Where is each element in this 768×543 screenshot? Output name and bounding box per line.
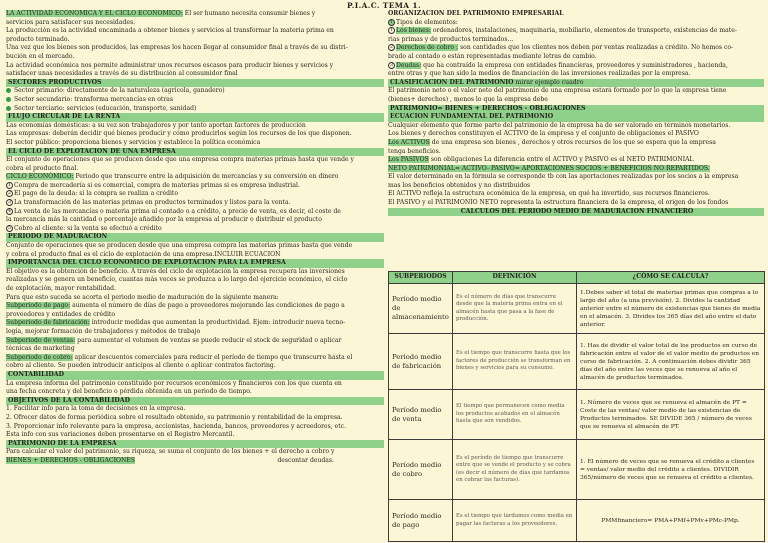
ecuacion-line [388, 139, 764, 148]
number-badge: 2 [389, 44, 394, 51]
intro-line [6, 36, 384, 45]
sector-item [6, 96, 384, 105]
line-text: Para que esto suceda se acorta el periodo medio de maduración de la siguiente manera: [6, 293, 279, 301]
sector-item [6, 105, 384, 114]
line-text: servicios para satisfacer sus necesidades. [6, 18, 136, 26]
line-text: producto terminado. [6, 35, 70, 43]
subperiodo-cell: Período medio de almacenamiento [389, 284, 453, 334]
ciclo-line [6, 156, 384, 165]
table-row [389, 440, 765, 500]
line-text: El pago de la deuda: si la compra se realiza a crédito [14, 190, 179, 198]
calculo-cell: 1. Número de veces que se renueva el almacén de PT = Coste de las ventas/ valor medio de las existencias de Productos terminados. SE DIVIDE 365 / número de veces que se renueva el almacén de PT. [577, 390, 765, 440]
table-row [389, 334, 765, 390]
number-badge: 3 [389, 61, 394, 68]
number-badge: 3 [7, 199, 12, 206]
tipos-label-row [388, 19, 764, 28]
table-header-cell: DEFINICIÓN [453, 272, 577, 284]
highlight-text: Subperiodo de ventas: [6, 336, 76, 344]
importancia-line [6, 294, 384, 303]
importancia-line [6, 362, 384, 371]
patrimonio-text: Para calcular el valor del patrimonio, su riqueza, se suma el conjunto de los bienes + el derecho a cobro y [6, 448, 335, 456]
flujo-line: Las economías domésticas: a su vez son trabajadores y por tanto aportan factores de producción [6, 121, 306, 129]
highlight-text: Subperiodo de pago: [6, 302, 71, 310]
importancia-line [6, 311, 384, 320]
sector-text: Sector terciario: servicios (educación, transporte, sanidad) [14, 104, 197, 112]
line-text: La transformación de las materias primas en productos terminados y listos para la venta. [14, 199, 291, 207]
sector-item [6, 87, 384, 96]
section-heading-ecuacion: ECUACIÓN FUNDAMENTAL DEL PATRIMONIO [388, 113, 764, 122]
objetivo-item: 2. Ofrecer datos de forma periódica sobre el resultado obtenido, su patrimonio y rentabilidad de la empresa. [6, 413, 343, 421]
intro-line [6, 62, 384, 71]
clasificacion-line: El patrimonio neto o el valor neto del patrimonio de una empresa estará formado por lo que la empresa tiene [388, 87, 727, 95]
calculo-cell: 1. El número de veces que se renueva el crédito a clientes = ventas/ valor medio del crédito a clientes. DIVIDIR 365/número de veces que se renueva el crédito a clientes. [577, 440, 765, 500]
organizacion-line [388, 53, 764, 62]
ecuacion-line [388, 182, 764, 191]
subperiodo-cell: Periodo medio de fabricación [389, 334, 453, 390]
importancia-line [6, 302, 384, 311]
tipos-label: Tipos de elementos: [396, 18, 458, 26]
ecuacion-line [388, 156, 764, 165]
calculo-cell: 1. Has de dividir el valor total de los productos en curso de fabricación entre el valor de el valor medio de productos en curso de fabricación. 2. A continuación debes dividir 365 días del año entre las veces que se renueva al año el almacén de productos terminados. [577, 334, 765, 390]
left-column [6, 10, 384, 465]
line-text: realizadas y se genera un beneficio, cuantas más veces se produzca a lo largo del ejercicio económico, el ciclo [6, 276, 348, 284]
number-badge: 1 [7, 181, 12, 188]
table-header-row [389, 272, 765, 284]
line-text: Los bienes y derechos constituyen el ACTIVO de la empresa y el conjunto de obligaciones el PASIVO [388, 130, 699, 138]
maduracion-section [6, 242, 384, 259]
section-heading-ciclo: EL CICLO DE EXPLOTACIÓN DE UNA EMPRESA [6, 148, 384, 157]
sectores-list [6, 87, 384, 113]
line-text: para aumentar el volumen de ventas se puede reducir el stock de seguridad o aplicar [75, 336, 342, 344]
sector-text: Sector secundario: transforma mercancías en otras [14, 95, 174, 103]
clasificacion-section [388, 87, 764, 104]
intro-line [6, 10, 384, 19]
definicion-cell: Es el tiempo que transcurre hasta que los factores de producción se transforman en bienes y servicios para su consumo. [453, 334, 577, 390]
highlight-text: Derechos de cobro : [396, 44, 459, 52]
table-header-cell: SUBPERIODOS [389, 272, 453, 284]
subperiodo-cell: Período medio de cobro [389, 440, 453, 500]
calculo-cell: 1.Debes saber el total de materias primas que compras a lo largo del año (a una previsión). 2. Divides la cantidad anterior entre el número de existencias que tienes de media en el almacén. 3. Divides los 365 días del año entre el dato anterior. [577, 284, 765, 334]
section-heading-importancia: IMPORTANCIA DEL CICLO ECONÓMICO DE EXPLOTACIÓN PARA LA EMPRESA [6, 259, 384, 268]
ciclo-line [6, 208, 384, 217]
line-text: Cualquier elemento que forme parte del patrimonio de la empresa ha de ser valorado en términos monetarios. [388, 121, 731, 129]
section-heading-flujo: FLUJO CIRCULAR DE LA RENTA [6, 113, 384, 122]
ecuacion-line [388, 122, 764, 131]
right-column [388, 10, 764, 216]
clasificacion-note: mirar ejemplo cuadro [513, 78, 584, 86]
line-text: son cantidades que los clientes nos deben por ventas realizadas a crédito. No hemos co- [458, 44, 734, 52]
importancia-line [6, 354, 384, 363]
flujo-line: El sector público: proporciona bienes y servicios y establece la política económica [6, 138, 261, 146]
maduracion-table [388, 271, 765, 542]
line-text: aplicar descuentos comerciales para reducir el período de tiempo que transcurre hasta el [72, 353, 353, 361]
line-text: La venta de las mercancías o materia prima al contado o a crédito, a precio de venta, es decir, el coste de [14, 207, 341, 215]
ecuacion-line [388, 199, 764, 208]
flujo-list [6, 122, 384, 148]
line-text: la mercancía más la cantidad o porcentaje añadido por la empresa al producir o distribuir el producto [6, 216, 322, 224]
line-text: Periodo que transcurre entre la adquisición de mercancías y su conversión en dinero [73, 173, 339, 181]
organizacion-line [388, 70, 764, 79]
section-heading-objetivos: OBJETIVOS DE LA CONTABILIDAD [6, 397, 384, 406]
organizacion-section [388, 27, 764, 79]
line-text: El objetivo es la obtención de beneficio. A través del ciclo de explotación la empresa recupera las inversiones [6, 267, 345, 275]
line-text: Compra de mercadería si es comercial, compra de materias primas si es empresa industrial. [14, 181, 300, 189]
importancia-line [6, 337, 384, 346]
importancia-line [6, 285, 384, 294]
line-text: que ha contraído la empresa con entidades financieras, proveedores y suministradores , hacienda, [421, 61, 728, 69]
patrimonio-section [6, 448, 384, 465]
line-text: técnicas de marketing [6, 345, 75, 353]
line-text: cobro al cliente. Se pueden introducir anticipos al cliente o aplicar contratos factoring. [6, 362, 276, 370]
ecuacion-line [388, 165, 764, 174]
number-badge: 4 [7, 207, 12, 214]
line-text: Una vez que los bienes son producidos, las empresas los hacen llegar al consumidor final a través de su distri- [6, 44, 348, 52]
clasificacion-title: CLASIFICACIÓN DEL PATRIMONIO [390, 78, 514, 86]
ciclo-line [6, 216, 384, 225]
section-heading-calculos: CÁLCULOS DEL PERIODO MEDIO DE MADURACIÓN FINANCIERO [388, 208, 764, 217]
sector-text: Sector primario: directamente de la naturaleza (agrícola, ganadero) [14, 87, 225, 95]
line-text: El ACTIVO refleja la estructura económica de la empresa, en qué ha invertido, sus recursos financieros. [388, 190, 710, 198]
line-text: rias primas y de productos terminados... [388, 35, 514, 43]
organizacion-line [388, 44, 764, 53]
section-heading-clasificacion [388, 79, 764, 88]
table-body [389, 284, 765, 542]
line-text: introducir medidas que aumentan la productividad. Ejem: introducir nueva tecno- [89, 319, 346, 327]
highlight-text: Los bienes: [396, 27, 431, 35]
clasificacion-line: (bienes+ derechos) , menos lo que la empresa debe [388, 95, 548, 103]
definicion-cell: Es el período de tiempo que transcurre entre que se vende el producto y se cobra (es decir el número de días que tardamos en cobrar las facturas). [453, 440, 577, 500]
intro-line [6, 19, 384, 28]
table-row [389, 284, 765, 334]
bullet-dot-icon [6, 97, 11, 102]
bullet-dot-icon [6, 88, 11, 93]
importancia-section [6, 268, 384, 371]
highlight-text: Subperiodo de fabricación: [6, 319, 90, 327]
definicion-cell: El tiempo que permanecen como media los productos acabados en el almacén hasta que son vendidos. [453, 390, 577, 440]
highlight-text: NETO PATRIMONIAL= ACTIVO- PASIVO= APORTACIONES SOCIOS + BENEFICIOS NO REPARTIDOS. [388, 164, 710, 172]
section-heading-maduracion: PERIODO DE MADURACIÓN [6, 233, 384, 242]
intro-section [6, 10, 384, 79]
line-text: brado al contado o están representadas mediante letras de cambio. [388, 52, 597, 60]
line-text: Cobro al cliente: si la venta se efectuó a crédito [14, 224, 162, 232]
organizacion-line [388, 36, 764, 45]
intro-line [6, 27, 384, 36]
line-text: proveedores y entidades de crédito [6, 310, 116, 318]
subperiodo-cell: Período medio de pago [389, 500, 453, 542]
importancia-line [6, 345, 384, 354]
importancia-line [6, 276, 384, 285]
patrimonio-tail: descontar deudas. [277, 456, 334, 464]
page-title: P.I.A.C. TEMA 1. [347, 1, 421, 10]
section-heading-patrimonio: PATRIMONIO DE LA EMPRESA [6, 440, 384, 449]
line-text: de explotación, mayor rentabilidad. [6, 285, 116, 292]
table-row [389, 390, 765, 440]
maduracion-line: y cobra el producto final es el ciclo de explotación de una empresa.INCLUIR ECUACION [6, 250, 281, 258]
intro-line [6, 70, 384, 79]
line-text: El conjunto de operaciones que se producen desde que una empresa compra materias primas hasta que vende y [6, 156, 354, 164]
line-text: son obligaciones La diferencia entre el ACTIVO y PASIVO es el NETO PATRIMONIAL [428, 156, 694, 164]
line-text: cobra el producto final. [6, 164, 79, 172]
intro-line [6, 44, 384, 53]
ciclo-line [6, 173, 384, 182]
ecuacion-line [388, 173, 764, 182]
maduracion-line: Conjunto de operaciones que se producen desde que una empresa compra las materias primas hasta que vende [6, 242, 353, 250]
number-badge: 1 [389, 27, 394, 34]
objetivos-list [6, 405, 384, 439]
ciclo-line [6, 225, 384, 234]
ecuacion-line [388, 190, 764, 199]
line-text: ordenadores, instalaciones, maquinaria, mobiliario, elementos de transporte, existencias de mate- [430, 27, 737, 35]
line-text: El ser humano necesita consumir bienes y [182, 10, 316, 17]
subperiodo-cell: Período medio de venta [389, 390, 453, 440]
ciclo-line [6, 182, 384, 191]
line-text: El valor determinado en la fórmula se corresponde tb con las aportaciones realizadas por los socios a la empresa [388, 173, 739, 181]
table-header-cell: ¿CÓMO SE CALCULA? [577, 272, 765, 284]
number-badge: 5 [7, 224, 12, 231]
line-text: tenga beneficios. [388, 147, 441, 155]
number-badge: 1 [389, 18, 394, 25]
highlight-text: Deudas: [396, 61, 422, 69]
ciclo-line [6, 165, 384, 174]
number-badge: 2 [7, 190, 12, 197]
highlight-text: Los PASIVOS [388, 156, 429, 164]
line-text: logía, mejorar formación de trabajadores y métodos de trabajo [6, 327, 201, 335]
section-heading-contabilidad: CONTABILIDAD [6, 371, 384, 380]
organizacion-line [388, 62, 764, 71]
objetivo-item: Esta info con sus variaciones deben presentarse en el Registro Mercantil. [6, 431, 235, 439]
definicion-cell: Es el número de días que transcurre desde que la materia prima entra en el almacén hasta que pasa a la fase de producción. [453, 284, 577, 334]
line-text: de una empresa son bienes , derechos y otros recursos de los que se espera que la empresa [429, 138, 716, 146]
line-text: bución en el mercado. [6, 52, 75, 60]
highlight-text: CICLO ECONÓMICO: [6, 173, 74, 181]
ciclo-line [6, 190, 384, 199]
ecuacion-line [388, 130, 764, 139]
intro-line [6, 53, 384, 62]
definicion-cell: Es el tiempo que tardamos como media en pagar las facturas a los proveedores. [453, 500, 577, 542]
line-text: La producción es la actividad encaminada a obtener bienes y servicios al transformar la materia prima en [6, 27, 334, 35]
importancia-line [6, 268, 384, 277]
line-text: mas los beneficios obtenidos y no distribuidos [388, 181, 531, 189]
organizacion-line [388, 27, 764, 36]
importancia-line [6, 319, 384, 328]
patrimonio-formula-banner: PATRIMONIO= BIENES + DERECHOS - OBLIGACIONES [388, 105, 764, 114]
section-heading-sectores: SECTORES PRODUCTIVOS [6, 79, 384, 88]
patrimonio-formula: BIENES + DERECHOS - OBLIGACIONES [6, 456, 135, 464]
ciclo-line [6, 199, 384, 208]
objetivo-item: 1. Facilitar info para la toma de decisiones en la empresa. [6, 405, 186, 413]
line-text: aumenta el número de días de pago a proveedores mejorando las condiciones de pago a [70, 302, 345, 310]
contabilidad-section [6, 380, 384, 397]
ecuacion-line [388, 148, 764, 157]
line-text: satisfacer unas necesidades a través de su distribución al consumidor final [6, 70, 238, 78]
line-text: entre otras y que han sido la medios de financiación de las inversiones realizadas por la empresa. [388, 70, 691, 78]
highlight-text: Subperiodo de cobro: [6, 353, 73, 361]
table-row [389, 500, 765, 542]
ecuacion-section [388, 122, 764, 208]
calculo-cell: PMMfinanciero= PMA+PMf+PMv+PMc-PMp. [577, 500, 765, 542]
contabilidad-line: una fecha concreta y del beneficio o pérdida obtenida en un periodo de tiempo. [6, 388, 252, 396]
highlight-text: LA ACTIVIDAD ECONÓMICA Y EL CICLO ECONÓMICO: [6, 10, 183, 17]
objetivo-item: 3. Proporcionar info relevante para la empresa, accionistas, hacienda, bancos, proveedores y acreedores, etc. [6, 422, 347, 430]
line-text: La actividad económica nos permite administrar unos recursos escasos para producir bienes y servicios y [6, 61, 334, 69]
ciclo-section [6, 156, 384, 233]
highlight-text: Los ACTIVOS [388, 138, 430, 146]
importancia-line [6, 328, 384, 337]
contabilidad-line: La empresa informa del patrimonio constituido por recursos económicos y financieros con los que cuenta en [6, 379, 342, 387]
bullet-dot-icon [6, 106, 11, 111]
section-heading-organizacion: ORGANIZACIÓN DEL PATRIMONIO EMPRESARIAL [388, 10, 564, 17]
flujo-line: Las empresas: deberán decidir qué bienes producir y cómo producirlos según los recursos de los que disponen. [6, 130, 352, 138]
line-text: El PASIVO y el PATRIMONIO NETO representa la estructura financiera de la empresa, el origen de los fondos [388, 199, 729, 207]
